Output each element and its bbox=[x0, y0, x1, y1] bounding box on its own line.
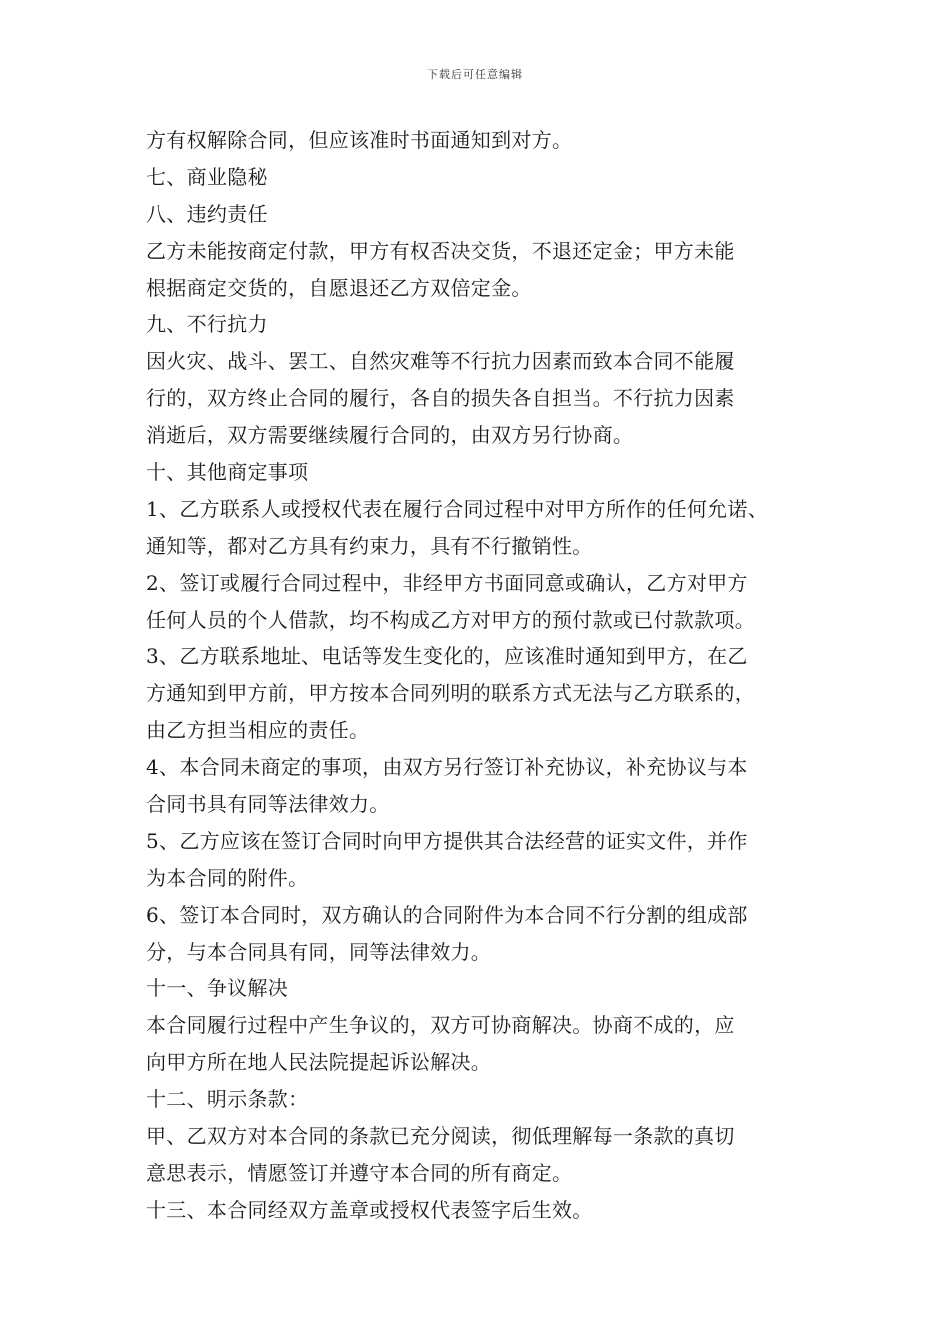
text-line: 3、乙方联系地址、电话等发生变化的，应该准时通知到甲方，在乙 bbox=[146, 644, 748, 669]
text-line: 4、本合同未商定的事项，由双方另行签订补充协议，补充协议与本 bbox=[146, 755, 748, 780]
page-header: 下载后可任意编辑 bbox=[427, 68, 523, 81]
text-line: 分，与本合同具有同，同等法律效力。 bbox=[146, 939, 492, 964]
document-body bbox=[146, 122, 826, 1229]
section-heading: 十、其他商定事项 bbox=[146, 460, 309, 485]
text-line: 6、签订本合同时，双方确认的合同附件为本合同不行分割的组成部 bbox=[146, 902, 748, 927]
text-line: 本合同履行过程中产生争议的，双方可协商解决。协商不成的，应 bbox=[146, 1013, 735, 1038]
section-heading: 十三、本合同经双方盖章或授权代表签字后生效。 bbox=[146, 1197, 593, 1222]
section-heading: 十一、争议解决 bbox=[146, 976, 289, 1001]
text-line: 意思表示，情愿签订并遵守本合同的所有商定。 bbox=[146, 1160, 573, 1185]
text-line: 因火灾、战斗、罢工、自然灾难等不行抗力因素而致本合同不能履 bbox=[146, 349, 735, 374]
text-line: 乙方未能按商定付款，甲方有权否决交货，不退还定金；甲方未能 bbox=[146, 238, 735, 263]
text-line: 根据商定交货的，自愿退还乙方双倍定金。 bbox=[146, 275, 532, 300]
text-line: 行的，双方终止合同的履行，各自的损失各自担当。不行抗力因素 bbox=[146, 386, 735, 411]
section-heading: 八、违约责任 bbox=[146, 201, 268, 226]
text-line: 1、乙方联系人或授权代表在履行合同过程中对甲方所作的任何允诺、 bbox=[146, 496, 769, 521]
text-line: 5、乙方应该在签订合同时向甲方提供其合法经营的证实文件，并作 bbox=[146, 828, 748, 853]
text-line: 2、签订或履行合同过程中，非经甲方书面同意或确认，乙方对甲方 bbox=[146, 570, 748, 595]
text-line: 通知等，都对乙方具有约束力，具有不行撤销性。 bbox=[146, 533, 593, 558]
text-line: 甲、乙双方对本合同的条款已充分阅读，彻低理解每一条款的真切 bbox=[146, 1124, 735, 1149]
text-line: 消逝后，双方需要继续履行合同的，由双方另行协商。 bbox=[146, 423, 634, 448]
text-line: 任何人员的个人借款，均不构成乙方对甲方的预付款或已付款款项。 bbox=[146, 607, 755, 632]
section-heading: 九、不行抗力 bbox=[146, 312, 268, 337]
text-line: 合同书具有同等法律效力。 bbox=[146, 792, 390, 817]
text-line: 方有权解除合同，但应该准时书面通知到对方。 bbox=[146, 128, 573, 152]
section-heading: 七、商业隐秘 bbox=[146, 164, 268, 189]
text-line: 由乙方担当相应的责任。 bbox=[146, 718, 370, 743]
section-heading: 十二、明示条款： bbox=[146, 1087, 309, 1112]
text-line: 方通知到甲方前，甲方按本合同列明的联系方式无法与乙方联系的， bbox=[146, 681, 755, 706]
text-line: 为本合同的附件。 bbox=[146, 865, 309, 890]
text-line: 向甲方所在地人民法院提起诉讼解决。 bbox=[146, 1050, 492, 1075]
